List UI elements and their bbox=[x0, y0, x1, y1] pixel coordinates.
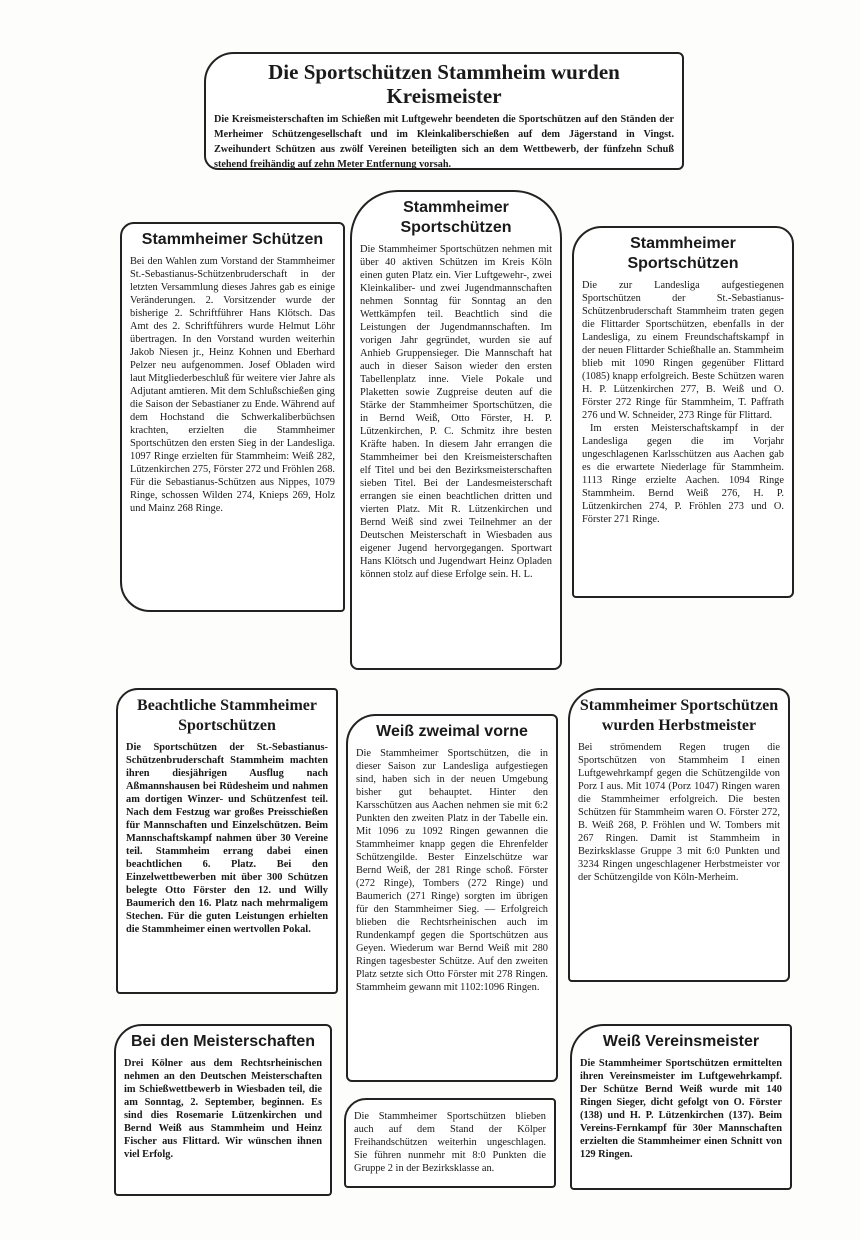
article-stammheimer-sportschuetzen-1 bbox=[350, 190, 562, 670]
article-weiss-zweimal-vorne bbox=[346, 714, 558, 1082]
article-headline: Bei den Meisterschaften bbox=[130, 1033, 316, 1050]
article-beachtliche bbox=[116, 688, 338, 994]
article-ungeschlagen bbox=[344, 1098, 556, 1188]
article-weiss-vereinsmeister bbox=[570, 1024, 792, 1190]
article-paragraph: Die Stammheimer Sportschützen blieben auch auf dem Stand der Kölper Freihandschützen weiterhin ungeschlagen. Sie führen nunmehr mit 8:0 Punkten die Gruppe 2 in der Bezirksklasse an. bbox=[354, 1111, 546, 1174]
article-headline: Stammheimer Sportschützen bbox=[627, 235, 739, 272]
article-paragraph: Die Kreismeisterschaften im Schießen mit Luftgewehr beendeten die Sportschützen auf den Ständen der Merheimer Schützengesellschaft und im Kleinkaliberschießen auf dem Jägerstand in Vingst. Zweihundert Schützen aus zwölf Vereinen beteiligten sich an dem Wettbewerb, der fünfzehn Schuß stehend freihändig auf zehn Meter Entfernung vorsah. bbox=[214, 114, 674, 170]
article-headline: Weiß zweimal vorne bbox=[376, 723, 528, 740]
article-paragraph: Im ersten Meisterschaftskampf in der Landesliga gegen die im Vorjahr ungeschlagenen Karlsschützen aus Aachen gab es die erwartete Niederlage für Stammheim. 1113 Ringe erzielte Aachen. 1094 Ringe Stammheim. Bernd Weiß 276, H. P. Lützenkirchen 274, P. Fröhlen 273 und O. Förster 271 Ringe. bbox=[582, 423, 784, 525]
article-headline: Weiß Vereinsmeister bbox=[602, 1033, 760, 1050]
article-stammheimer-sportschuetzen-2 bbox=[572, 226, 794, 598]
article-bei-den-meisterschaften bbox=[114, 1024, 332, 1196]
article-paragraph: Bei den Wahlen zum Vorstand der Stammheimer St.-Sebastianus-Schützenbruderschaft in der letzten Versammlung dieses Jahres gab es einige Veränderungen. 2. Vorsitzender wurde der bisherige 2. Schriftführer Hans Klötsch. Das Amt des 2. Schriftführers wurde Helmut Löhr übertragen. In den Vorstand wurden weiterhin Jakob Niesen jr., Heinz Kohnen und Eberhard Pelzer neu aufgenommen. Josef Obladen wird laut Mitgliederbeschluß für weitere vier Jahre als Adjutant amtieren. Mit dem Schlußschießen ging die Saison der Sebastianer zu Ende. Während auf dem Hochstand die Schwerkaliberbüchsen krachten, erzielten die Stammheimer Sportschützen den ersten Sieg in der Landesliga. 1097 Ringe erzielten für Stammheim: Weiß 282, Lützenkirchen 275, Förster 272 und Fröhlen 268. Für die Sebastianus-Schützen aus Nippes, 1079 Ringe, schossen Wilden 274, Knieps 269, Holz und Mainz 268 Ringe. bbox=[130, 256, 335, 514]
article-headline: Stammheimer Sportschützen bbox=[400, 199, 512, 236]
article-kreismeister bbox=[204, 52, 684, 170]
article-paragraph: Die Stammheimer Sportschützen ermittelten ihren Vereinsmeister im Luftgewehrkampf. Der Schütze Bernd Weiß wurde mit 140 Ringen Sieger, dicht gefolgt von O. Förster (138) und H. P. Lützenkirchen (137). Beim Vereins-Fernkampf für 30er Mannschaften erzielten die Stammheimer einen Schnitt von 129 Ringen. bbox=[580, 1058, 782, 1160]
article-paragraph: Die zur Landesliga aufgestiegenen Sportschützen der St.-Sebastianus-Schützenbruderschaft Stammheim traten gegen die Flittarder Sportschützen, ebenfalls in der Landesliga, zu einem Freundschaftskampf in der neuen Flittarder Schießhalle an. Stammheim blieb mit 1090 Ringen gegenüber Flittard (1085) knapp erfolgreich. Beste Schützen waren H. P. Lützenkirchen 277, B. Weiß und O. Förster 272 Ringe für Stammheim, T. Paffrath 276 und W. Schneider, 273 Ringe für Flittard. bbox=[582, 280, 784, 421]
article-paragraph: Die Sportschützen der St.-Sebastianus-Schützenbruderschaft Stammheim machten ihren diesjährigen Ausflug nach Aßmannshausen bei Rüdesheim und nahmen am dortigen Winzer- und Schützenfest teil. Nach dem Festzug war großes Preisschießen für Mannschaften und Einzelschützen. Beim Mannschaftskampf nahmen über 30 Vereine teil. Stammheim errang dabei einen beachtlichen 6. Platz. Bei den Einzelwettbewerben mit über 300 Schützen belegte Otto Förster den 12. und Willy Baumerich den 16. Platz nach mehrmaligem Stechen. Für die guten Leistungen erhielten die Stammheimer einen wertvollen Pokal. bbox=[126, 742, 328, 935]
article-stammheimer-schuetzen bbox=[120, 222, 345, 612]
article-headline: Stammheimer Sportschützen wurden Herbstmeister bbox=[579, 697, 779, 734]
article-headline: Beachtliche Stammheimer Sportschützen bbox=[137, 697, 317, 734]
article-paragraph: Die Stammheimer Sportschützen nehmen mit über 40 aktiven Schützen im Kreis Köln einen guten Platz ein. Vier Luftgewehr-, zwei Kleinkaliber- und zwei Jugendmannschaften nehmen Sonntag für Sonntag an den Wettkämpfen teil. Beachtlich sind die Leistungen der Jugendmannschaften. Im vorigen Jahr gegründet, wurden sie auf Anhieb Gruppensieger. Die Mannschaft hat auch in dieser Saison wieder den ersten Tabellenplatz inne. Viele Pokale und Plaketten sowie Zugpreise deuten auf die Stärke der Stammheimer Sportschützen, die in Bernd Weiß, Otto Förster, H. P. Lützenkirchen, P. C. Schmitz ihre besten Kräfte haben. In diesem Jahr errangen die Stammheimer bei den Kreismeisterschaften elf Titel und bei den Bezirksmeisterschaften sieben Titel. Bei der Landesmeisterschaft errangen sie einen beachtlichen dritten und vierten Platz. Mit R. Lützenkirchen und Bernd Weiß sind zwei Teilnehmer an der Deutschen Meisterschaft in Wiesbaden aus eigener Jugend hervorgegangen. Sportwart Hans Klötsch und Jugendwart Heinz Opladen können stolz auf diese Erfolge sein. H. L. bbox=[360, 244, 552, 580]
article-headline: Die Sportschützen Stammheim wurden Kreismeister bbox=[268, 60, 620, 108]
article-paragraph: Die Stammheimer Sportschützen, die in dieser Saison zur Landesliga aufgestiegen sind, haben sich in der neuen Umgebung bisher gut behauptet. Hinter den Karsschützen aus Aachen nehmen sie mit 6:2 Punkten den zweiten Platz in der Tabelle ein. Mit 1096 zu 1092 Ringen gewannen die Stammheimer knapp gegen die Ehrenfelder Schützengilde. Bester Einzelschütze war Bernd Weiß, der 281 Ringe schoß. Förster (272 Ringe), Tombers (272 Ringe) und Baumerich (271 Ringe) sorgten im übrigen für den Stammheimer Sieg. — Erfolgreich blieben die Rechtsrheinischen auch im Rundenkampf gegen die Sportschützen aus Geyen. Wiederum war Bernd Weiß mit 280 Ringen tagesbester Schütze. Auf den zweiten Platz setzte sich Otto Förster mit 278 Ringen. Stammheim gewann mit 1102:1096 Ringen. bbox=[356, 748, 548, 993]
article-paragraph: Bei strömendem Regen trugen die Sportschützen von Stammheim I einen Luftgewehrkampf gegen die Schützengilde von Porz I aus. Mit 1074 (Porz 1047) Ringen waren die Stammheimer erfolgreich. Die besten Schützen für Stammheim waren O. Förster 272, B. Weiß 268, P. Fröhlen und W. Tombers mit 267 Ringen. Damit ist Stammheim in Bezirksklasse Gruppe 3 mit 6:0 Punkten und 3234 Ringen ungeschlagener Herbstmeister vor der Schützengilde von Köln-Merheim. bbox=[578, 742, 780, 883]
article-paragraph: Drei Kölner aus dem Rechtsrheinischen nehmen an den Deutschen Meisterschaften im Schießwettbewerb in Wiesbaden teil, die am Sonntag, 2. September, beginnen. Es sind dies Rosemarie Lützenkirchen und Bernd Weiß aus Stammheim und Heinz Fischer aus Flittard. Wir wünschen ihnen viel Erfolg. bbox=[124, 1058, 322, 1160]
article-herbstmeister bbox=[568, 688, 790, 982]
article-headline: Stammheimer Schützen bbox=[141, 231, 324, 248]
